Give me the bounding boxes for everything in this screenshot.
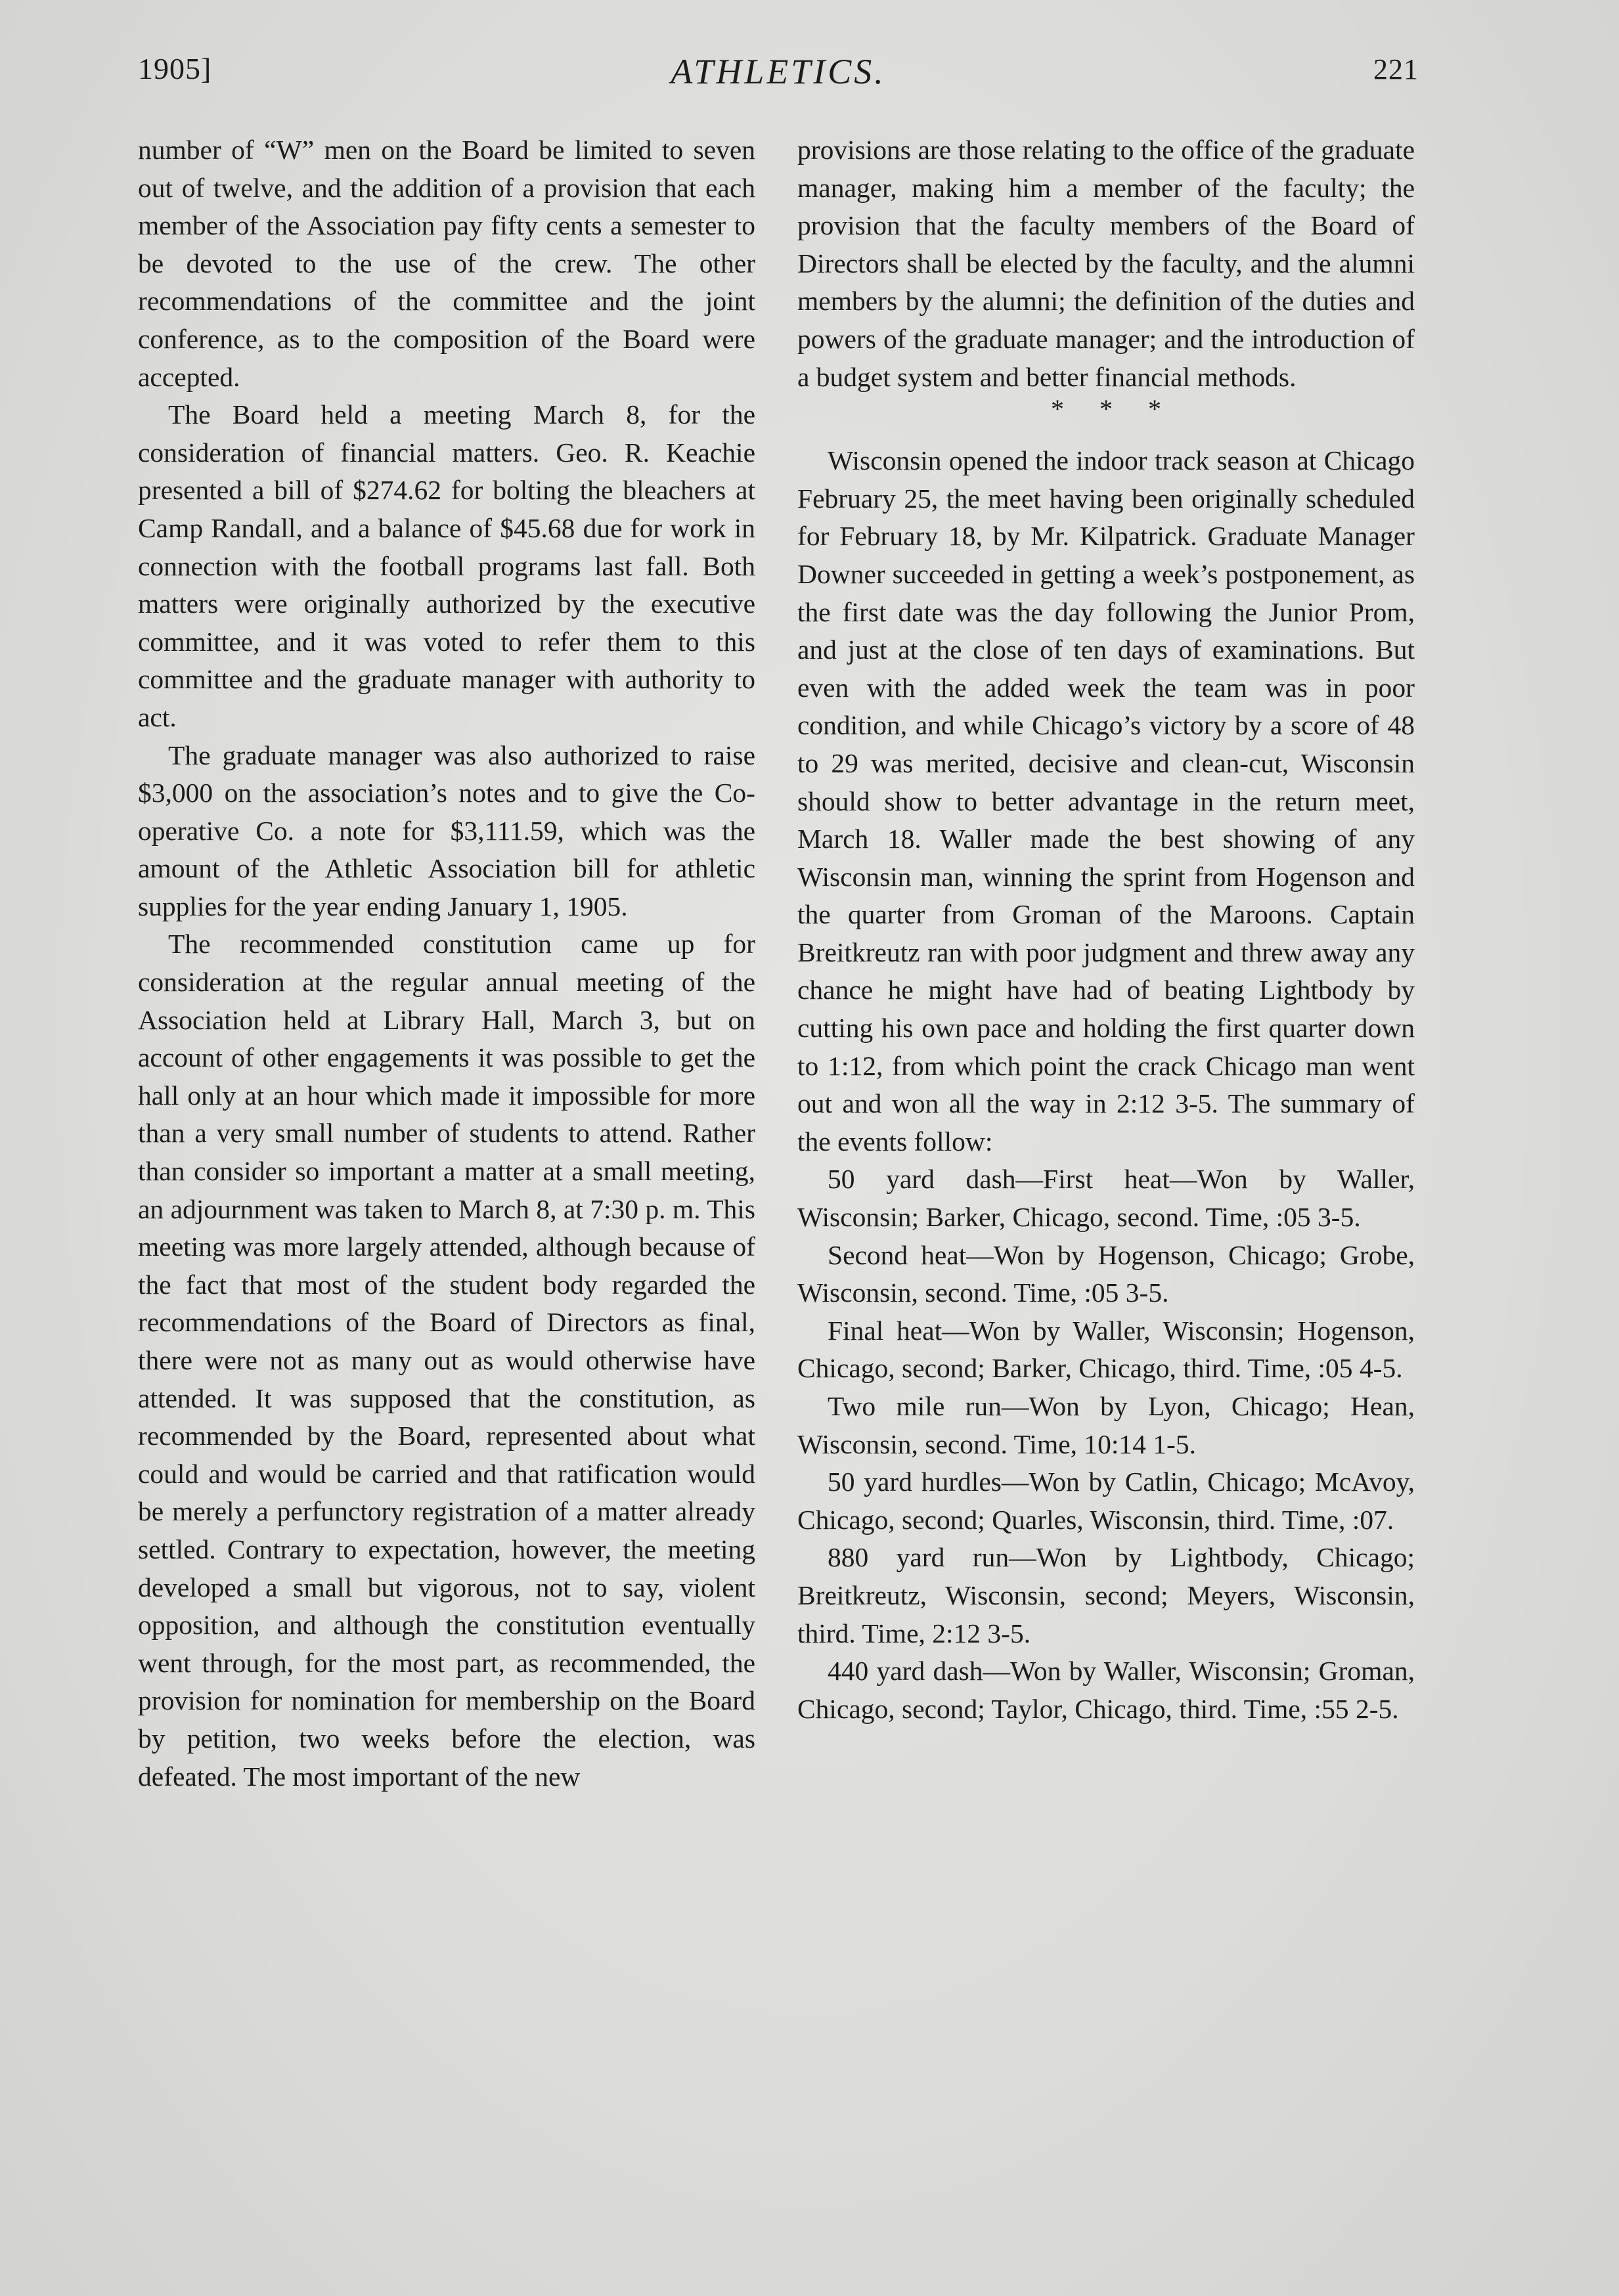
result-880-yard-run: 880 yard run—Won by Lightbody, Chicago; Breitkreutz, Wisconsin, second; Meyers, Wisconsin, third. Time, 2:12 3-5. (797, 1542, 1415, 1648)
running-head-year: 1905] (138, 52, 212, 85)
running-head (138, 51, 1419, 97)
result-440-yard-dash: 440 yard dash—Won by Waller, Wisconsin; Groman, Chicago, second; Taylor, Chicago, third. Time, :55 2-5. (797, 1656, 1415, 1724)
section-separator: * * * (1051, 394, 1176, 424)
paragraph-track-report: Wisconsin opened the indoor track season at Chicago February 25, the meet having been originally scheduled for February 18, by Mr. Kilpatrick. Graduate Manager Downer succeeded in getting a week’s postponement, as the first date was the day following the Junior Prom, and just at the close of ten days of examinations. But even with the added week the team was in poor condition, and while Chicago’s victory by a score of 48 to 29 was merited, decisive and clean-cut, Wisconsin should show to better advantage in the return meet, March 18. Waller made the best showing of any Wisconsin man, winning the sprint from Hogenson and the quarter from Groman of the Maroons. Captain Breitkreutz ran with poor judgment and threw away any chance he might have had of beating Lightbody by cutting his own pace and holding the first quarter down to 1:12, from which point the crack Chicago man went out and won all the way in 2:12 3-5. The summary of the events follow: (797, 445, 1415, 1157)
result-two-mile-run: Two mile run—Won by Lyon, Chicago; Hean, Wisconsin, second. Time, 10:14 1-5. (797, 1391, 1415, 1459)
paragraph-left-2: The Board held a meeting March 8, for the consideration of financial matters. Geo. R. Keachie presented a bill of $274.62 for bolting the bleachers at Camp Randall, and a balance of $45.68 due for work in connection with the football programs last fall. Both matters were originally authorized by the executive committee, and it was voted to refer them to this committee and the graduate manager with authority to act. (138, 399, 755, 732)
page-number: 221 (1373, 53, 1419, 85)
paragraph-right-continuation: provisions are those relating to the office of the graduate manager, making him a member of the faculty; the provision that the faculty members of the Board of Directors shall be elected by the faculty, and the alumni members by the alumni; the definition of the duties and powers of the graduate manager; and the introduction of a budget system and better financial methods. (797, 135, 1415, 392)
result-50-yard-dash-first-heat: 50 yard dash—First heat—Won by Waller, Wisconsin; Barker, Chicago, second. Time, :05 3-5. (797, 1164, 1415, 1233)
running-head-title: ATHLETICS. (671, 52, 886, 91)
left-column (138, 131, 755, 1796)
paragraph-left-1: number of “W” men on the Board be limited to seven out of twelve, and the addition of a provision that each member of the Association pay fifty cents a semester to be devoted to the use of the crew. The other recommendations of the committee and the joint conference, as to the composition of the Board were accepted. (138, 135, 755, 392)
result-50-yard-dash-final-heat: Final heat—Won by Waller, Wisconsin; Hogenson, Chicago, second; Barker, Chicago, third. Time, :05 4-5. (797, 1315, 1415, 1384)
right-column (797, 131, 1415, 1728)
paragraph-left-3: The graduate manager was also authorized to raise $3,000 on the association’s notes and to give the Co-operative Co. a note for $3,111.59, which was the amount of the Athletic Association bill for athletic supplies for the year ending January 1, 1905. (138, 740, 755, 921)
result-50-yard-dash-second-heat: Second heat—Won by Hogenson, Chicago; Grobe, Wisconsin, second. Time, :05 3-5. (797, 1239, 1415, 1308)
result-50-yard-hurdles: 50 yard hurdles—Won by Catlin, Chicago; McAvoy, Chicago, second; Quarles, Wisconsin, third. Time, :07. (797, 1467, 1415, 1535)
paragraph-left-4: The recommended constitution came up for consideration at the regular annual meeting of the Association held at Library Hall, March 3, but on account of other engagements it was possible to get the hall only at an hour which made it impossible for more than a very small number of students to attend. Rather than consider so important a matter at a small meeting, an adjournment was taken to March 8, at 7:30 p. m. This meeting was more largely attended, although because of the fact that most of the student body regarded the recommendations of the Board of Directors as final, there were not as many out as would otherwise have attended. It was supposed that the constitution, as recommended by the Board, represented about what could and would be carried and that ratification would be merely a perfunctory registration of a matter already settled. Contrary to expectation, however, the meeting developed a small but vigorous, not to say, violent opposition, and although the constitution eventually went through, for the most part, as recommended, the provision for nomination for membership on the Board by petition, two weeks before the election, was defeated. The most important of the new (138, 929, 755, 1792)
